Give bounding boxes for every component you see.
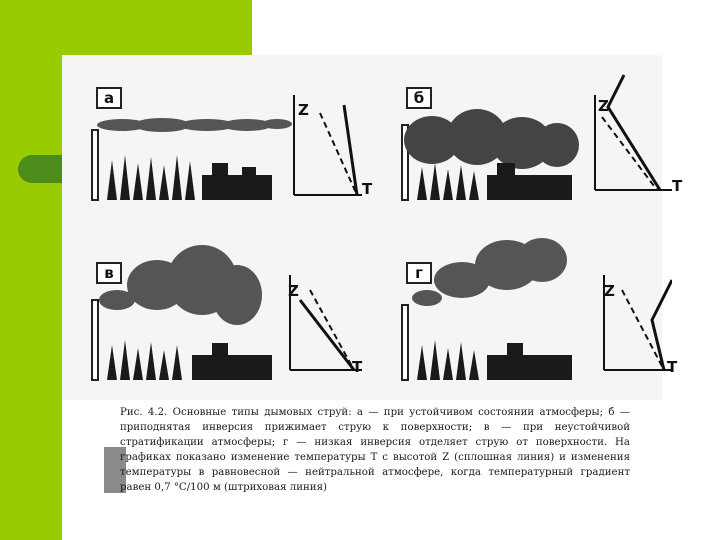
panel-a-drawing — [62, 55, 362, 215]
panel-c-drawing — [62, 230, 362, 390]
panel-c-t-label: T — [352, 358, 363, 376]
panel-a-t-label: T — [362, 180, 373, 198]
panel-d-drawing — [372, 230, 672, 390]
panel-d-z-label: Z — [604, 282, 615, 300]
smoke-plume-figure — [62, 55, 683, 400]
panel-c-label: в — [96, 262, 122, 284]
panel-a-label: а — [96, 87, 122, 109]
panel-d — [372, 230, 678, 390]
panel-c — [62, 230, 362, 390]
panel-a-z-label: Z — [298, 101, 309, 119]
panel-d-t-label: T — [667, 358, 678, 376]
panel-b-z-label: Z — [598, 97, 609, 115]
panel-d-label: г — [406, 262, 432, 284]
figure-caption: Рис. 4.2. Основные типы дымовых струй: а — при устойчивом состоянии атмосферы; б — приподнятая инверсия прижимает струю к поверхности; в — при неустойчивой стратификации атмосферы; г — низкая инверсия отделяет струю от поверхности. На графиках показано изменение температуры T с высотой Z (сплошная линия) и изменения температуры в равновесной — нейтральной атмосфере, когда температурный градиент равен 0,7 °С/100 м (штриховая линия) — [120, 407, 630, 493]
panel-b-drawing — [372, 55, 672, 215]
panel-b-label: б — [406, 87, 432, 109]
panel-b — [372, 55, 683, 215]
panel-c-z-label: Z — [288, 282, 299, 300]
header-bar — [62, 0, 252, 55]
sidebar-bar — [0, 0, 62, 540]
panel-a — [62, 55, 373, 215]
panel-b-t-label: T — [672, 177, 683, 195]
